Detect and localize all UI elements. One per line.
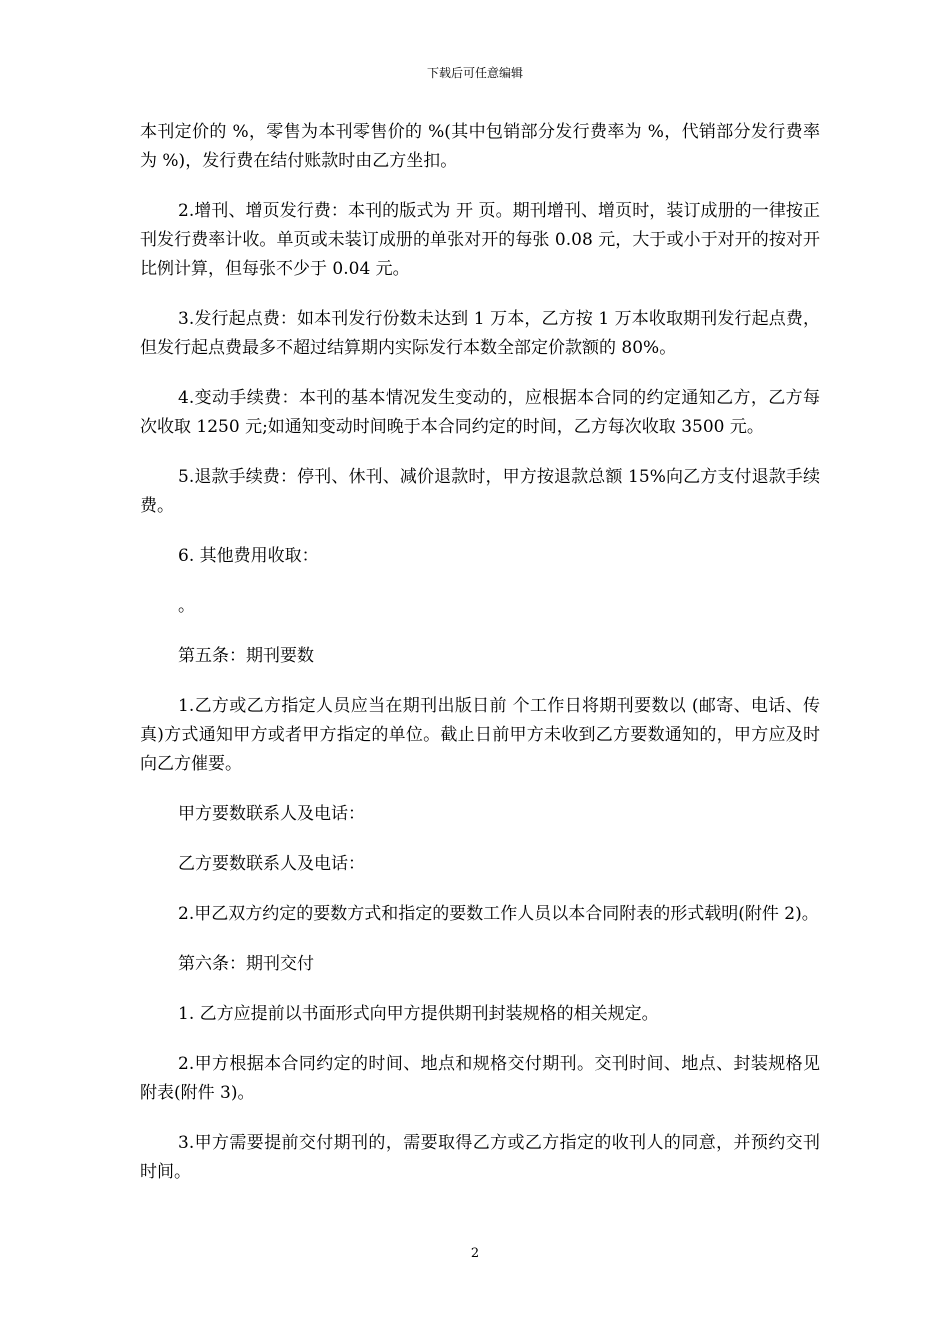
section-heading-article-5: 第五条：期刊要数 (178, 646, 314, 666)
page-number: 2 (470, 1246, 480, 1261)
paragraph-packaging-spec: 1. 乙方应提前以书面形式向甲方提供期刊封装规格的相关规定。 (178, 1004, 659, 1024)
paragraph-party-b-contact: 乙方要数联系人及电话： (178, 854, 365, 874)
paragraph-other-fees: 6. 其他费用收取： (178, 546, 319, 566)
paragraph-refund-fee: 5.退款手续费：停刊、休刊、减价退款时，甲方按退款总额 15%向乙方支付退款手续费。 (140, 467, 820, 516)
page-header: 下载后可任意编辑 (426, 66, 523, 80)
section-heading-article-6: 第六条：期刊交付 (178, 954, 314, 974)
paragraph-delivery-terms: 2.甲方根据本合同约定的时间、地点和规格交付期刊。交刊时间、地点、封装规格见附表(附件 3)。 (140, 1054, 820, 1103)
paragraph-order-method: 2.甲乙双方约定的要数方式和指定的要数工作人员以本合同附表的形式载明(附件 2)。 (178, 904, 819, 924)
paragraph-starting-fee: 3.发行起点费：如本刊发行份数未达到 1 万本，乙方按 1 万本收取期刊发行起点费，但发行起点费最多不超过结算期内实际发行本数全部定价款额的 80%。 (140, 309, 820, 358)
paragraph-order-notice: 1.乙方或乙方指定人员应当在期刊出版日前 个工作日将期刊要数以 (邮寄、电话、传真)方式通知甲方或者甲方指定的单位。截止日前甲方未收到乙方要数通知的，甲方应及时向乙方催要。 (140, 696, 820, 774)
paragraph-continuation: 本刊定价的 %，零售为本刊零售价的 %(其中包销部分发行费率为 %，代销部分发行费率为 %)，发行费在结付账款时由乙方坐扣。 (140, 122, 820, 171)
document-body (140, 118, 820, 1208)
paragraph-blank-line: 。 (178, 596, 195, 616)
paragraph-supplement-fee: 2.增刊、增页发行费：本刊的版式为 开 页。期刊增刊、增页时，装订成册的一律按正刊发行费率计收。单页或未装订成册的单张对开的每张 0.08 元，大于或小于对开的按对开比例计算，但每张不少于 0.04 元。 (140, 201, 820, 279)
paragraph-change-fee: 4.变动手续费：本刊的基本情况发生变动的，应根据本合同的约定通知乙方，乙方每次收取 1250 元;如通知变动时间晚于本合同约定的时间，乙方每次收取 3500 元。 (140, 388, 820, 437)
paragraph-early-delivery: 3.甲方需要提前交付期刊的，需要取得乙方或乙方指定的收刊人的同意，并预约交刊时间。 (140, 1133, 820, 1182)
paragraph-party-a-contact: 甲方要数联系人及电话： (178, 804, 365, 824)
